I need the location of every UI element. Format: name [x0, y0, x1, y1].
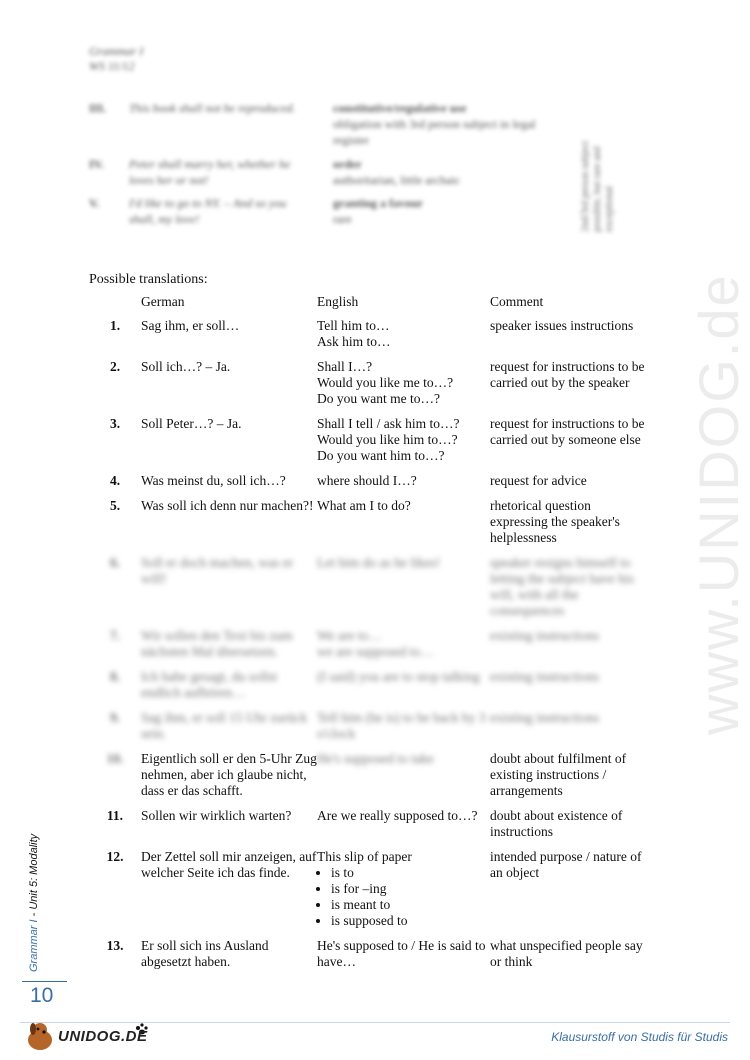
- english-cell: [317, 808, 490, 849]
- translations-table: [89, 294, 650, 979]
- english-bullet-list: [317, 865, 490, 929]
- modal-row-use-desc: authoritarian, little archaic: [333, 173, 460, 187]
- row-number: 12.: [106, 849, 124, 864]
- row-number: 1.: [109, 318, 121, 333]
- german-cell: Der Zettel soll mir anzeigen, auf welcher Seite ich das finde.: [141, 849, 317, 880]
- comment-cell: speaker resigns himself to letting the subject have his will, with all the consequences: [490, 555, 634, 618]
- english-line: Do you want me to…?: [317, 391, 440, 406]
- table-header-row: [89, 294, 650, 318]
- english-line: (I said) you are to stop talking: [317, 669, 480, 684]
- english-cell: [317, 710, 490, 751]
- table-row: [89, 710, 650, 751]
- english-line: Tell him to…: [317, 318, 390, 333]
- english-cell: [317, 628, 490, 669]
- modal-row-use-desc: rare: [333, 212, 352, 226]
- table-row: [89, 849, 650, 938]
- side-unit-name: - Unit 5: Modality: [28, 833, 40, 920]
- comment-cell: existing instructions: [490, 710, 600, 725]
- english-cell: [317, 555, 490, 628]
- german-cell: Was meinst du, soll ich…?: [141, 473, 286, 488]
- modal-row-use: [333, 156, 553, 188]
- column-header-english: English: [317, 294, 359, 309]
- document-header: [89, 44, 143, 74]
- side-divider: [22, 981, 67, 982]
- table-row: [89, 938, 650, 979]
- modal-row-use-title: order: [333, 157, 362, 171]
- comment-cell: speaker issues instructions: [490, 318, 634, 333]
- comment-cell: request for instructions to be carried out by the speaker: [490, 359, 645, 390]
- row-number: 7.: [109, 628, 121, 643]
- modal-row-use: [333, 100, 553, 148]
- section-title: Possible translations:: [89, 272, 208, 287]
- english-line: Shall I tell / ask him to…?: [317, 416, 460, 431]
- english-line: Do you want him to…?: [317, 448, 445, 463]
- german-cell: Sag ihm, er soll…: [141, 318, 240, 333]
- row-number: 6.: [109, 555, 121, 570]
- row-number: 3.: [109, 416, 121, 431]
- modal-row-num: III.: [89, 101, 107, 115]
- german-cell: Was soll ich denn nur machen?!: [141, 498, 314, 513]
- table-row: [89, 808, 650, 849]
- table-row: [89, 669, 650, 710]
- english-line: What am I to do?: [317, 498, 411, 513]
- table-row: [89, 628, 650, 669]
- german-cell: Wir sollen den Text bis zum nächsten Mal übersetzen.: [141, 628, 293, 659]
- comment-cell: existing instructions: [490, 628, 600, 643]
- row-number: 11.: [106, 808, 124, 823]
- row-number: 5.: [109, 498, 121, 513]
- english-line: where should I…?: [317, 473, 417, 488]
- table-row: [89, 498, 650, 555]
- modal-row-use-title: granting a favour: [333, 196, 423, 210]
- english-cell: [317, 751, 490, 808]
- list-item: • is meant to: [331, 897, 490, 913]
- german-cell: Eigentlich soll er den 5-Uhr Zug nehmen, aber ich glaube nicht, dass er das schafft.: [141, 751, 317, 798]
- column-header-german: German: [141, 294, 185, 309]
- english-line: Are we really supposed to…?: [317, 808, 478, 823]
- english-cell: [317, 938, 490, 979]
- row-number: 10.: [106, 751, 124, 766]
- comment-cell: what unspecified people say or think: [490, 938, 643, 969]
- row-number: 2.: [109, 359, 121, 374]
- english-cell: [317, 849, 490, 938]
- table-row: [89, 359, 650, 416]
- row-number: 13.: [106, 938, 124, 953]
- english-line: Shall I…?: [317, 359, 373, 374]
- column-header-comment: Comment: [490, 294, 544, 309]
- watermark: www.UNIDOG.de: [687, 273, 750, 735]
- comment-cell: existing instructions: [490, 669, 600, 684]
- table-row: [89, 555, 650, 628]
- english-cell: [317, 498, 490, 555]
- list-item: • is supposed to: [331, 913, 490, 929]
- list-item: • is to: [331, 865, 490, 881]
- german-cell: Soll ich…? – Ja.: [141, 359, 231, 374]
- modal-row-use: [333, 195, 553, 227]
- modal-row-num: IV.: [89, 157, 104, 171]
- row-number: 8.: [109, 669, 121, 684]
- english-line: Ask him to…: [317, 334, 391, 349]
- footer-tagline: Klausurstoff von Studis für Studis: [551, 1030, 728, 1044]
- table-row: [89, 416, 650, 473]
- row-number: 9.: [109, 710, 121, 725]
- modal-row-use-title: constitutive/regulative use: [333, 101, 467, 115]
- modal-row-example: This book shall not be reproduced.: [129, 101, 296, 115]
- german-cell: Er soll sich ins Ausland abgesetzt haben.: [141, 938, 269, 969]
- comment-cell: request for advice: [490, 473, 587, 488]
- list-item: • is for –ing: [331, 881, 490, 897]
- row-number: 4.: [109, 473, 121, 488]
- english-cell: [317, 416, 490, 473]
- header-term: WS 11/12: [89, 59, 135, 73]
- english-line: We are to…: [317, 628, 382, 643]
- table-row: [89, 318, 650, 359]
- table-row: [89, 751, 650, 808]
- side-course-label: Grammar I: [28, 919, 40, 972]
- english-line: He's supposed to take: [317, 751, 434, 766]
- english-line: we are supposed to…: [317, 644, 434, 659]
- page-number: 10: [30, 984, 54, 1007]
- comment-cell: doubt about existence of instructions: [490, 808, 623, 839]
- side-unit-label: [28, 834, 40, 972]
- german-cell: Sollen wir wirklich warten?: [141, 808, 292, 823]
- german-cell: Ich habe gesagt, du sollst endlich aufhören…: [141, 669, 278, 700]
- german-cell: Sag ihm, er soll 15 Uhr zurück sein.: [141, 710, 308, 741]
- vertical-note: 2nd/3rd person subject possible, but rare and exceptional: [580, 140, 615, 232]
- english-line: Would you like him to…?: [317, 432, 458, 447]
- german-cell: Soll er doch machen, was er will!: [141, 555, 294, 586]
- german-cell: Soll Peter…? – Ja.: [141, 416, 242, 431]
- modal-row-example: I'd like to go to NY. – And so you shall, my love!: [129, 196, 287, 226]
- modal-row-use-desc: obligation with 3rd person subject in legal register: [333, 117, 536, 147]
- modal-row-num: V.: [89, 196, 100, 210]
- comment-cell: intended purpose / nature of an object: [490, 849, 642, 880]
- table-row: [89, 473, 650, 498]
- comment-cell: rhetorical question expressing the speaker's helplessness: [490, 498, 620, 545]
- comment-cell: request for instructions to be carried out by someone else: [490, 416, 645, 447]
- english-line: This slip of paper: [317, 849, 412, 864]
- header-course: Grammar I: [89, 44, 144, 58]
- english-cell: [317, 669, 490, 710]
- modal-row-example: Peter shall marry her, whether he loves her or not!: [129, 157, 291, 187]
- logo-text: UNIDOG.DE: [58, 1028, 148, 1045]
- english-cell: [317, 359, 490, 416]
- comment-cell: doubt about fulfilment of existing instructions / arrangements: [490, 751, 627, 798]
- english-line: Tell him (he is) to be back by 3 o'clock: [317, 710, 486, 741]
- english-line: Let him do as he likes!: [317, 555, 441, 570]
- english-cell: [317, 318, 490, 359]
- english-cell: [317, 473, 490, 498]
- english-line: He's supposed to / He is said to have…: [317, 938, 486, 969]
- english-line: Would you like me to…?: [317, 375, 454, 390]
